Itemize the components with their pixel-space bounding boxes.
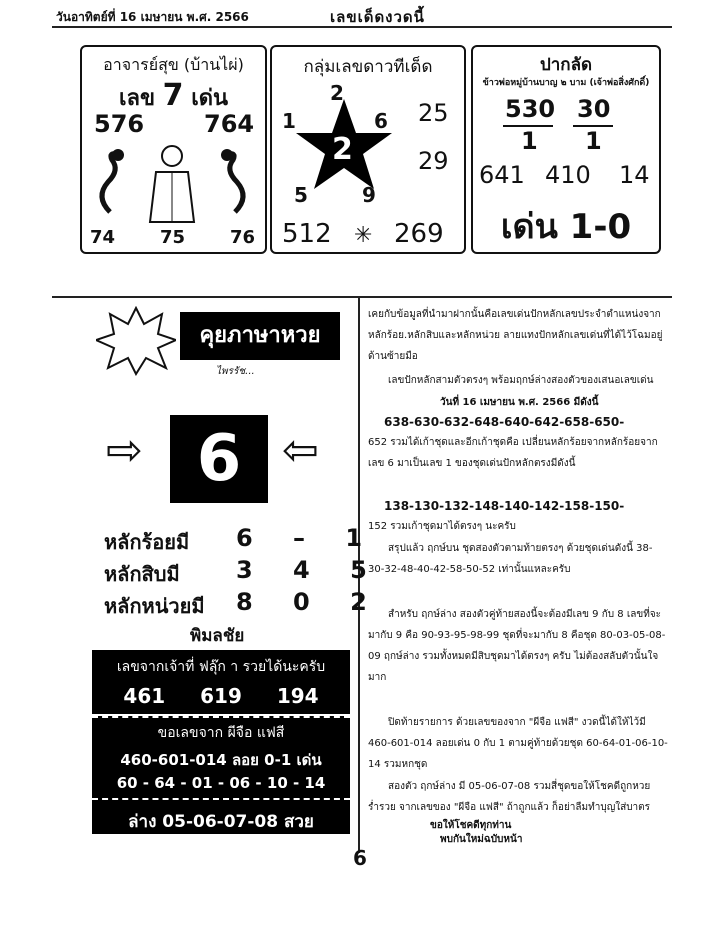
row-units-label: หลักหน่วยมี — [104, 594, 205, 618]
box-ajarn-suk — [80, 45, 267, 254]
star-point-bottom-left: 5 — [294, 183, 308, 207]
burst-icon — [96, 306, 176, 376]
right-paragraph-7: ปิดท้ายรายการ ด้วยเลขของจาก "ผีจือ แฟสี" งวดนี้ได้ให้ไว้มี 460-601-014 ลอยเด่น 0 กับ 1 ตามคู่ท้ายด้วยชุด 60-64-01-06-10-14 รวมหกชุด — [368, 717, 668, 770]
spirit-box-numbers — [92, 678, 350, 708]
phijue-line-1: 460-601-014 ลอย 0-1 เด่น — [120, 751, 322, 769]
asterisk-icon: ✳ — [354, 223, 373, 248]
fraction2-top: 30 — [577, 95, 611, 123]
right-numbers-2: 138-130-132-148-140-142-158-150- — [384, 499, 625, 513]
phijue-line-3: ล่าง 05-06-07-08 สวย — [92, 798, 350, 835]
banner — [96, 306, 346, 384]
box3-lead: เด่น 1-0 — [500, 207, 632, 247]
right-paragraph-5: สรุปแล้ว ฤกษ์บน ชุดสองตัวตามท้ายตรงๆ ด้วยชุดเด่นดังนี้ 38-30-32-48-40-42-58-50-52 เท่านั้นแหละครับ — [368, 543, 653, 575]
box1-bottom-2: 75 — [160, 227, 186, 248]
box1-bottom-3: 76 — [230, 227, 256, 248]
box1-bottom-1: 74 — [90, 227, 116, 248]
arrow-left-icon: ⇦ — [282, 425, 319, 476]
spirit-box-title: เลขจากเจ้าที่ ฟลุ๊ก า รวยได้นะครับ — [116, 659, 326, 675]
banner-subtitle: ไพรรัช... — [216, 366, 255, 377]
left-signature: พิมลชัย — [190, 626, 245, 646]
box1-lead-suffix: เด่น — [191, 86, 229, 111]
box2-side-1: 25 — [418, 99, 449, 127]
header-title: เลขเด็ดงวดนี้ — [330, 8, 425, 26]
right-paragraph-3: 652 รวมได้เก้าชุดและอีกเก้าชุดคือ เปลี่ยนหลักร้อยจากหลักร้อยจากเลข 6 มาเป็นเลข 1 ของชุดเด่นปักหลักตรงมีดังนี้ — [368, 437, 658, 469]
section-divider — [52, 296, 672, 298]
phijue-line-2: 60 - 64 - 01 - 06 - 10 - 14 — [116, 774, 326, 792]
box3-row-2: 410 — [545, 161, 591, 189]
right-paragraph-4: 152 รวมเก้าชุดมาได้ตรงๆ นะครับ — [368, 521, 516, 532]
right-numbers-1: 638-630-632-648-640-642-658-650- — [384, 415, 625, 429]
box1-title: อาจารย์สุข (บ้านไผ่) — [103, 55, 244, 74]
arrow-right-icon: ⇨ — [106, 425, 143, 476]
big-digit: 6 — [196, 422, 242, 496]
box-paklad — [471, 45, 661, 254]
big-digit-box — [170, 415, 268, 503]
star-point-left: 1 — [282, 109, 296, 133]
closing-line-1: ขอให้โชคดีทุกท่าน — [430, 820, 512, 831]
box1-num-2: 764 — [204, 110, 255, 138]
box1-lead-digit: 7 — [162, 78, 184, 113]
row-hundreds-label: หลักร้อยมี — [104, 530, 190, 554]
box3-row-1: 641 — [479, 161, 525, 189]
banner-title: คุยภาษาหวย — [180, 312, 340, 360]
phijue-box — [92, 716, 350, 834]
header-divider — [52, 26, 672, 28]
page-number: 6 — [353, 846, 367, 870]
box2-title: กลุ่มเลขดาวทีเด็ด — [303, 57, 433, 77]
fraction2-bottom: 1 — [585, 127, 602, 155]
spirit-number-box — [92, 650, 350, 714]
right-paragraph-2-date: วันที่ 16 เมษายน พ.ศ. 2566 มีดังนี้ — [440, 397, 599, 408]
closing-line-2: พบกันใหม่ฉบับหน้า — [440, 834, 523, 845]
spirit-num-2: 619 — [200, 684, 242, 708]
box-star-group — [270, 45, 466, 254]
right-paragraph-6: สำหรับ ฤกษ์ล่าง สองตัวคู่ท้ายสองนี้จะต้องมีเลข 9 กับ 8 เลขที่จะมากับ 9 คือ 90-93-95-98-99 ชุดที่จะมากับ 8 คือชุด 80-03-05-08-09 ฤกษ์ล่าง รวมทั้งหมดมีสิบชุดมาได้ตรงๆ ครับ ไม่ต้องสลับตัวนั้นใจมาก — [368, 609, 666, 683]
star-center-number: 2 — [332, 132, 353, 167]
fraction1-top: 530 — [505, 95, 556, 123]
monk-cobra-illustration — [90, 142, 255, 227]
box1-lead-prefix: เลข — [118, 86, 155, 111]
right-paragraph-8: สองตัว ฤกษ์ล่าง มี 05-06-07-08 รวมสี่ชุดขอให้โชคดีถูกหวย ร่ำรวย จากเลขของ "ผีจือ แฟสี" ถ้าถูกแล้ว ก็อย่าลืมทำบุญใส่บาตร — [368, 781, 651, 813]
box3-title: ปากลัด — [539, 55, 593, 75]
right-paragraph-2: เลขปักหลักสามตัวตรงๆ พร้อมฤกษ์ล่างสองตัวของเสนอเลขเด่น — [388, 375, 654, 386]
row-tens-value: 3 4 5 — [236, 556, 383, 584]
star-point-right: 6 — [374, 109, 388, 133]
header-date: วันอาทิตย์ที่ 16 เมษายน พ.ศ. 2566 — [56, 10, 249, 24]
star-point-bottom-right: 9 — [362, 183, 376, 207]
spirit-num-3: 194 — [276, 684, 319, 708]
phijue-box-title: ขอเลขจาก ผีจือ แฟสี — [92, 716, 350, 744]
box2-bottom-left: 512 — [282, 219, 332, 249]
box3-row-3: 14 — [619, 161, 650, 189]
star-point-top: 2 — [330, 81, 344, 105]
box1-num-1: 576 — [94, 110, 145, 138]
box2-side-2: 29 — [418, 147, 449, 175]
row-units-value: 8 0 2 — [236, 588, 383, 616]
fraction1-bottom: 1 — [521, 127, 538, 155]
spirit-num-1: 461 — [123, 684, 166, 708]
row-tens-label: หลักสิบมี — [104, 562, 180, 586]
box3-subtitle: ข้าวพ่อหมู่บ้านบาญ ๒ บาม (เจ้าพ่อสิ่งศักดิ์) — [482, 78, 650, 88]
row-hundreds-value: 6 – 1 — [236, 524, 379, 552]
right-paragraph-1: เคยกับข้อมูลที่นำมาฝากนั้นคือเลขเด่นปักหลักเลขประจำตำแหน่งจากหลักร้อย.หลักสิบและหลักหน่วย ลายแทงปักหลักเลขเด่นที่ได้ไว้โฉมอยู่ด้านซ้ายมือ — [368, 309, 663, 362]
box2-bottom-right: 269 — [394, 219, 444, 249]
